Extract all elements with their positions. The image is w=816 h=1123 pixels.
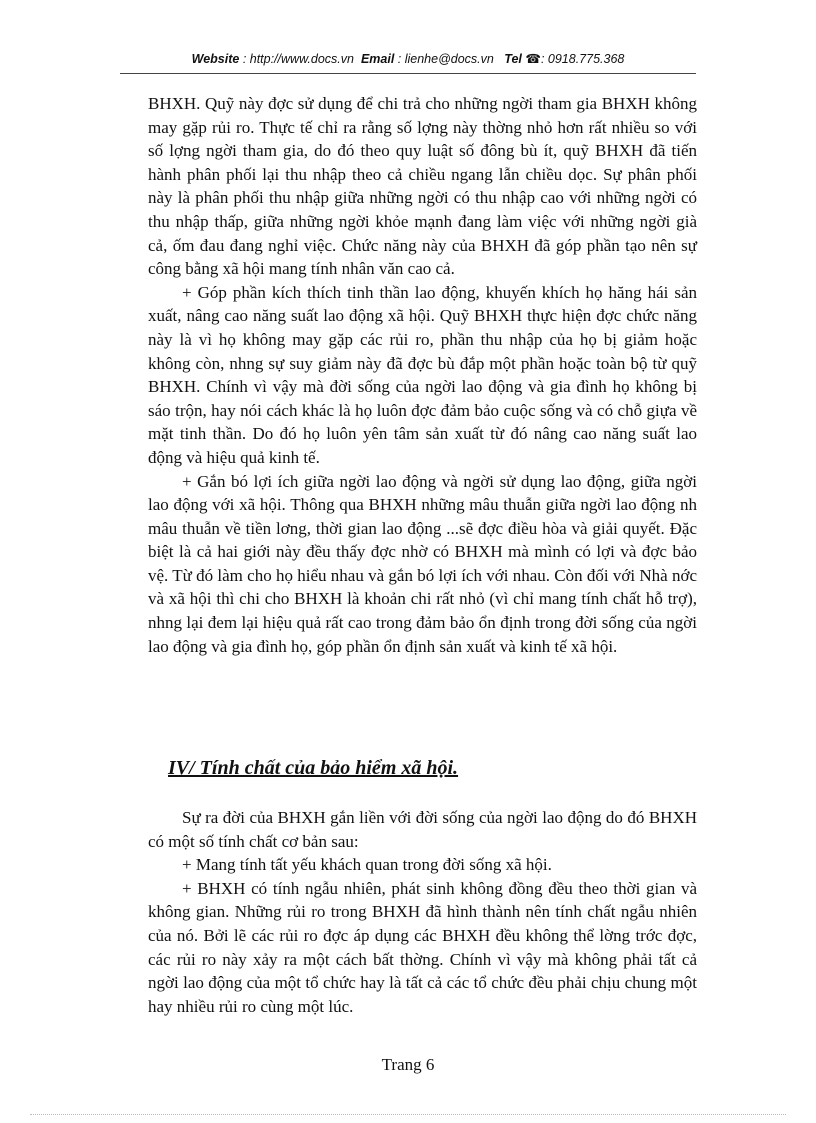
tel-label: Tel: [504, 52, 522, 66]
body-text-bottom: [148, 806, 697, 1018]
paragraph: Sự ra đời của BHXH gắn liền với đời sống của ngời lao động do đó BHXH có một số tính chất cơ bản sau:: [148, 808, 697, 851]
tel-number: : 0918.775.368: [540, 52, 625, 66]
email-address[interactable]: : lienhe@docs.vn: [397, 52, 494, 66]
page-bottom-edge: [30, 1114, 786, 1115]
email-label: Email: [360, 52, 395, 66]
header-divider: [120, 73, 696, 74]
paragraph: + BHXH có tính ngẫu nhiên, phát sinh không đồng đều theo thời gian và không gian. Những rủi ro trong BHXH đã hình thành nên tính chất ngẫu nhiên của nó. Bởi lẽ các rủi ro đợc áp dụng các BHXH đều không thể lờng trớc đợc, các rủi ro này xảy ra một cách bất thờng. Chính vì vậy mà không phải tất cả ngời lao động của một tổ chức hay là tất cả các tổ chức đều phải chịu chung một hay nhiều rủi ro cùng một lúc.: [148, 878, 697, 1016]
page-header: [0, 51, 816, 66]
phone-icon: ☎: [525, 52, 541, 66]
paragraph: + Góp phần kích thích tinh thần lao động, khuyến khích họ hăng hái sản xuất, nâng cao năng suất lao động xã hội. Quỹ BHXH thực hiện đợc chức năng này là vì họ không may gặp các rủi ro, phần thu nhập của họ bị giảm hoặc không còn, nhng sự suy giảm này đã đợc bù đắp một phần hoặc toàn bộ từ quỹ BHXH. Chính vì vậy mà đời sống của ngời lao động và gia đình họ không bị sáo trộn, hay nói cách khác là họ luôn đợc đảm bảo cuộc sống và có chỗ giựa về mặt tinh thần. Do đó họ luôn yên tâm sản xuất từ đó nâng cao năng suất lao động và hiệu quả kinh tế.: [148, 282, 697, 467]
page-number: Trang 6: [381, 1055, 435, 1074]
body-text-top: [148, 92, 697, 658]
section-heading: IV/ Tính chất của bảo hiểm xã hội.: [168, 757, 459, 779]
website-url[interactable]: : http://www.docs.vn: [242, 52, 354, 66]
paragraph: + Gắn bó lợi ích giữa ngời lao động và ngời sử dụng lao động, giữa ngời lao động với xã hội. Thông qua BHXH những mâu thuẫn giữa ngời lao động nh mâu thuẫn về tiền lơng, thời gian lao động ...sẽ đợc điều hòa và giải quyết. Đặc biệt là cả hai giới này đều thấy đợc nhờ có BHXH mà mình có lợi và đợc bảo vệ. Từ đó làm cho họ hiểu nhau và gắn bó lợi ích với nhau. Còn đối với Nhà nớc và xã hội thì chi cho BHXH là khoản chi rất nhỏ (vì chỉ mang tính chất hỗ trợ), nhng lại đem lại hiệu quả rất cao trong đảm bảo ổn định trong đời sống của ngời lao động và gia đình họ, góp phần ổn định sản xuất và kinh tế xã hội.: [148, 471, 697, 656]
paragraph: BHXH. Quỹ này đợc sử dụng để chi trả cho những ngời tham gia BHXH không may gặp rủi ro. Thực tế chỉ ra rằng số lợng này thờng nhỏ hơn rất nhiều so với số lợng ngời tham gia, do đó theo quy luật số đông bù ít, quỹ BHXH đã tiến hành phân phối lại thu nhập theo cả chiều ngang lẫn chiều dọc. Sự phân phối này là phân phối thu nhập giữa những ngời có thu nhập cao với những ngời có thu nhập thấp, giữa những ngời khỏe mạnh đang làm việc với những ngời già cả, ốm đau đang nghỉ việc. Chức năng này của BHXH đã góp phần tạo nên sự công bằng xã hội mang tính nhân văn cao cả.: [148, 94, 697, 279]
paragraph: + Mang tính tất yếu khách quan trong đời sống xã hội.: [182, 855, 552, 875]
website-label: Website: [191, 52, 240, 66]
